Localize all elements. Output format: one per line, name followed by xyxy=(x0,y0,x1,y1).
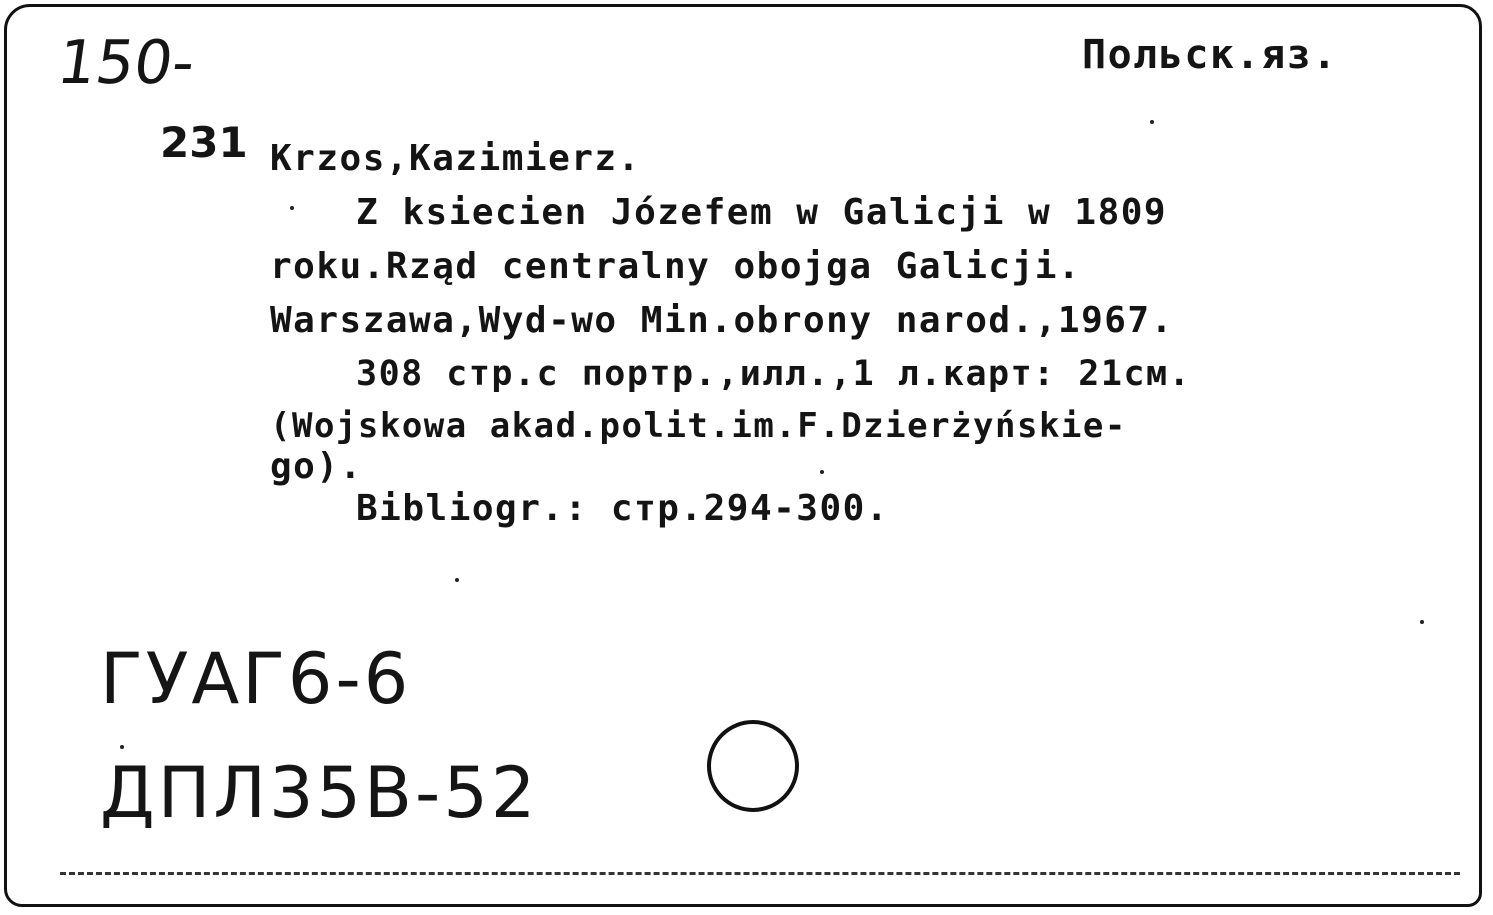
collation-line: 308 стр.с портр.,илл.,1 л.карт: 21см. xyxy=(356,354,1192,394)
speck xyxy=(290,206,294,210)
punch-hole xyxy=(698,708,808,818)
handwritten-code-1: ГУАГ6-6 xyxy=(100,638,412,720)
call-number-bottom: 231 xyxy=(160,118,248,167)
speck xyxy=(120,745,124,749)
series-line-2: go). xyxy=(270,446,363,487)
author-line: Krzos,Kazimierz. xyxy=(270,138,641,179)
title-line-1: Z ksiecien Józefem w Galicji w 1809 xyxy=(356,192,1168,233)
speck xyxy=(820,470,824,474)
bottom-dashed-rule xyxy=(60,872,1460,875)
language-label: Польск.яз. xyxy=(1082,32,1338,78)
speck xyxy=(1420,620,1424,624)
imprint-line: Warszawa,Wyd-wo Min.obrony narod.,1967. xyxy=(270,300,1174,341)
speck xyxy=(455,578,459,582)
speck xyxy=(1150,120,1154,124)
call-number-top: 150- xyxy=(53,28,200,98)
bibliography-note: Bibliogr.: стр.294-300. xyxy=(356,488,889,529)
series-line-1: (Wojskowa akad.polit.im.F.Dzierżyńskie- xyxy=(270,406,1127,446)
title-line-2: roku.Rząd centralny obojga Galicji. xyxy=(270,246,1082,287)
handwritten-code-2: ДПЛ35В-52 xyxy=(100,752,539,834)
